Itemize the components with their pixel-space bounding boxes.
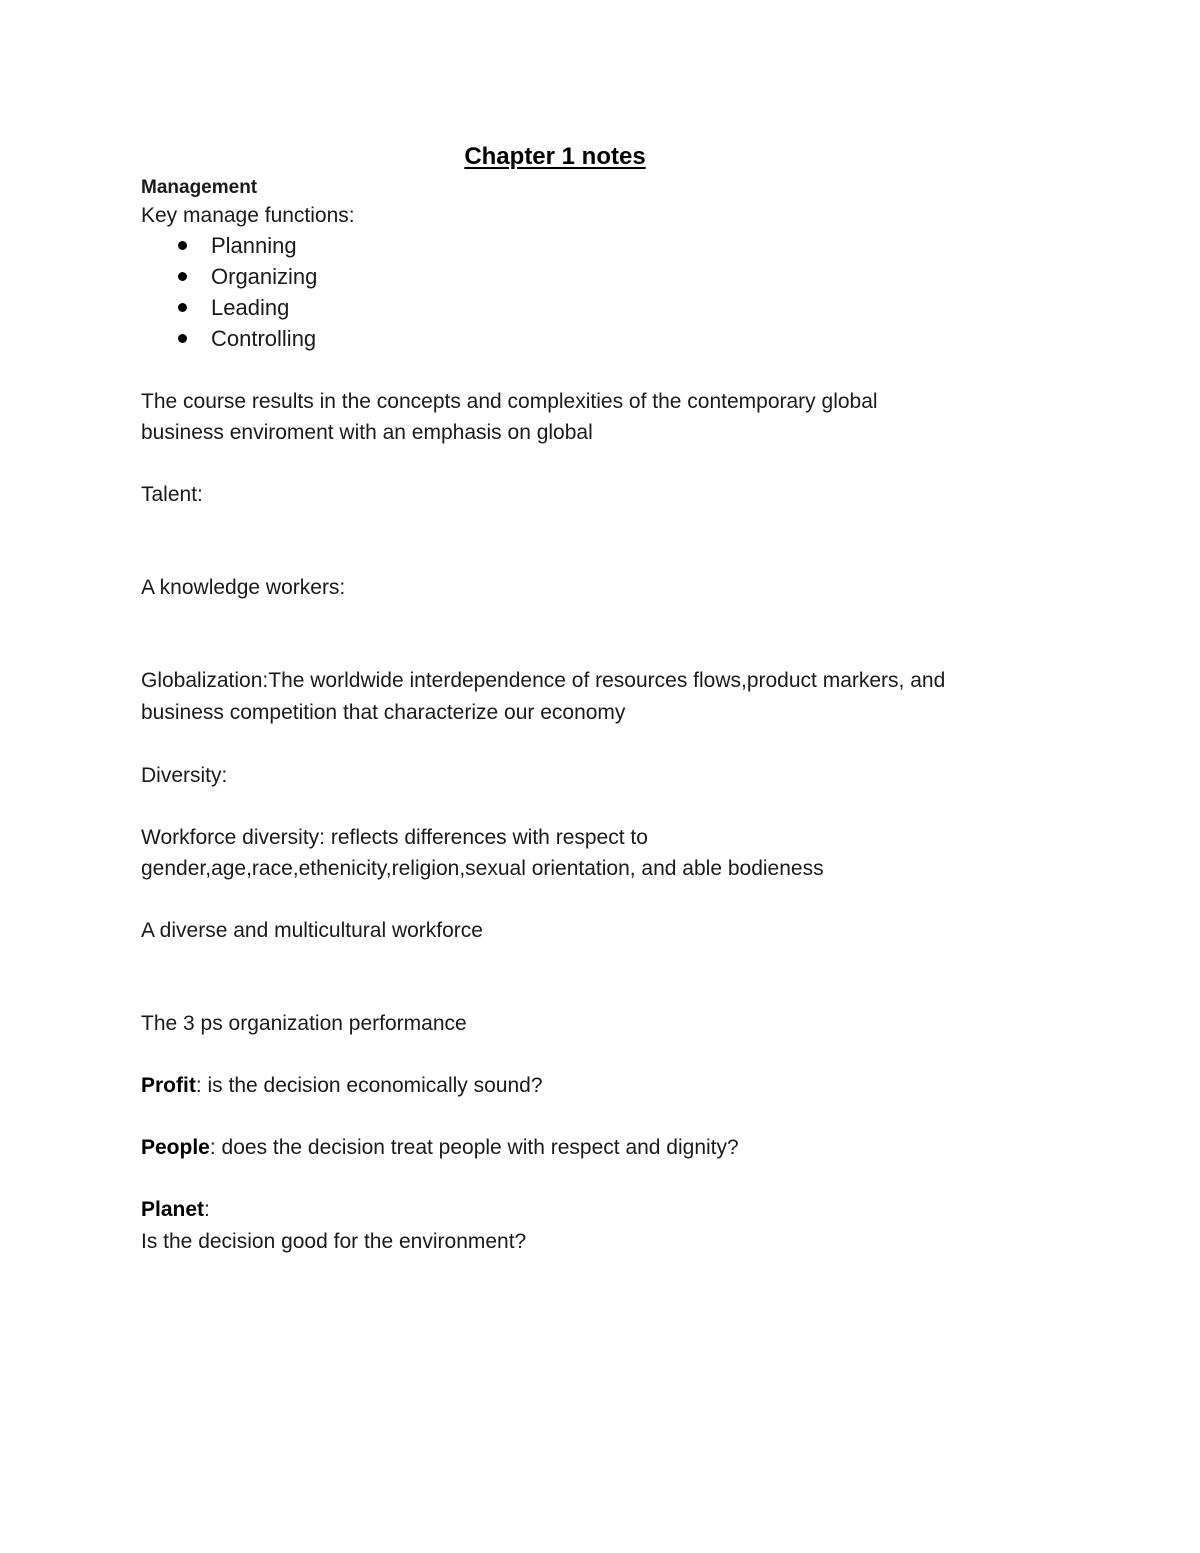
list-item-label: Planning — [211, 233, 297, 258]
people-line — [141, 1135, 739, 1161]
bullet-icon — [178, 241, 187, 250]
list-item-label: Leading — [211, 295, 290, 320]
workforce-diversity-line-2: gender,age,race,ethenicity,religion,sexual orientation, and able bodieness — [141, 857, 824, 880]
profit-line — [141, 1073, 543, 1099]
diversity-label: Diversity: — [141, 764, 228, 787]
list-item-label: Controlling — [211, 326, 317, 351]
planet-line — [141, 1197, 210, 1223]
course-text-line-1: The course results in the concepts and complexities of the contemporary global — [141, 390, 878, 413]
profit-text: : is the decision economically sound? — [195, 1074, 543, 1097]
bullet-icon — [178, 334, 187, 343]
people-term: People — [141, 1136, 210, 1159]
list-item-controlling — [178, 325, 316, 353]
diverse-workforce-text: A diverse and multicultural workforce — [141, 919, 483, 942]
bullet-icon — [178, 272, 187, 281]
talent-label: Talent: — [141, 483, 203, 506]
list-item-leading — [178, 294, 289, 322]
globalization-line-2: business competition that characterize our economy — [141, 701, 626, 724]
knowledge-workers-label: A knowledge workers: — [141, 576, 346, 599]
workforce-diversity-line-1: Workforce diversity: reflects differences with respect to — [141, 826, 648, 849]
page-title: Chapter 1 notes — [464, 143, 646, 170]
bullet-icon — [178, 303, 187, 312]
planet-text: : — [204, 1198, 210, 1221]
list-item-planning — [178, 232, 297, 260]
planet-term: Planet — [141, 1198, 205, 1221]
profit-term: Profit — [141, 1074, 196, 1097]
list-item-label: Organizing — [211, 264, 318, 289]
planet-question: Is the decision good for the environment? — [141, 1230, 527, 1253]
globalization-line-1: Globalization:The worldwide interdependence of resources flows,product markers, and — [141, 669, 946, 692]
list-item-organizing — [178, 263, 317, 291]
three-ps-heading: The 3 ps organization performance — [141, 1012, 467, 1035]
people-text: : does the decision treat people with respect and dignity? — [209, 1136, 739, 1159]
management-heading: Management — [141, 177, 258, 198]
course-text-line-2: business enviroment with an emphasis on global — [141, 421, 593, 444]
key-functions-label: Key manage functions: — [141, 204, 355, 227]
